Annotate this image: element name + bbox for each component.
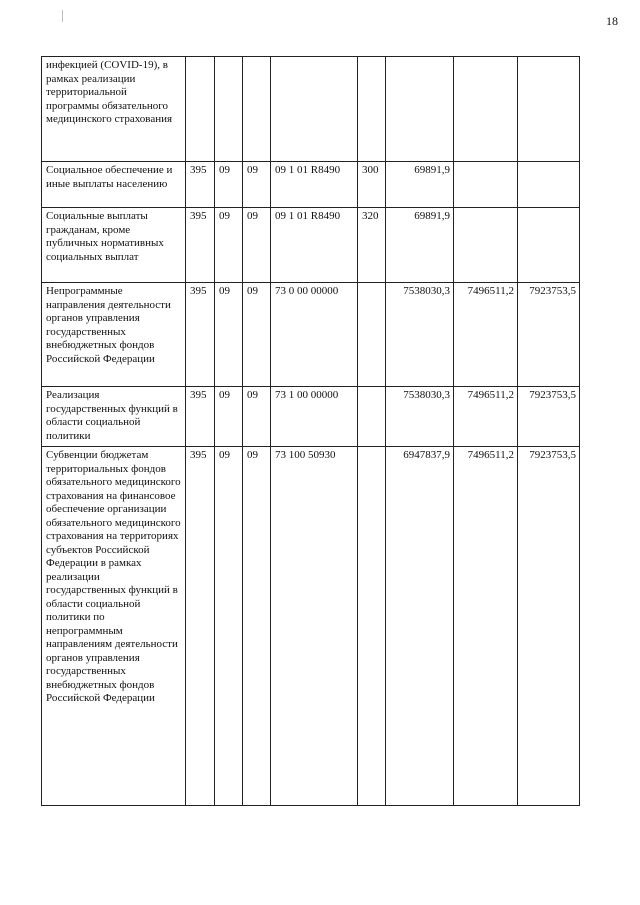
subsection-code-cell: 09 [243, 387, 271, 447]
expense-type-cell [358, 57, 386, 162]
row-name-cell: инфекцией (COVID-19), в рамках реализации территориальной программы обязательного медицинского страхования [42, 57, 186, 162]
amount-year1-cell: 6947837,9 [386, 447, 454, 806]
target-article-cell: 09 1 01 R8490 [271, 162, 358, 208]
target-article-cell: 73 0 00 00000 [271, 283, 358, 387]
ministry-code-cell: 395 [186, 208, 215, 283]
amount-year3-cell [518, 208, 580, 283]
row-name-cell: Субвенции бюджетам территориальных фондов обязательного медицинского страхования на финансовое обеспечение организации обязательного медицинского страхования на территориях субъектов Российской Федерации в рамках реализации государственных функций в области социальной политики по непрограммным направлениям деятельности органов управления государственных внебюджетных фондов Российской Федерации [42, 447, 186, 806]
amount-year1-cell: 69891,9 [386, 208, 454, 283]
subsection-code-cell: 09 [243, 283, 271, 387]
table-row [42, 387, 580, 447]
section-code-cell: 09 [215, 208, 243, 283]
subsection-code-cell: 09 [243, 208, 271, 283]
ministry-code-cell [186, 57, 215, 162]
target-article-cell: 09 1 01 R8490 [271, 208, 358, 283]
budget-table [41, 56, 580, 806]
amount-year3-cell: 7923753,5 [518, 387, 580, 447]
subsection-code-cell: 09 [243, 447, 271, 806]
amount-year1-cell: 7538030,3 [386, 387, 454, 447]
amount-year3-cell [518, 162, 580, 208]
amount-year3-cell: 7923753,5 [518, 283, 580, 387]
amount-year3-cell: 7923753,5 [518, 447, 580, 806]
table-row [42, 208, 580, 283]
expense-type-cell [358, 447, 386, 806]
amount-year2-cell: 7496511,2 [454, 447, 518, 806]
row-name-cell: Реализация государственных функций в области социальной политики [42, 387, 186, 447]
ministry-code-cell: 395 [186, 162, 215, 208]
table-row [42, 447, 580, 806]
target-article-cell: 73 100 50930 [271, 447, 358, 806]
section-code-cell: 09 [215, 283, 243, 387]
scan-artifact-mark [62, 10, 63, 22]
amount-year2-cell: 7496511,2 [454, 387, 518, 447]
amount-year2-cell [454, 57, 518, 162]
page-number: 18 [606, 14, 618, 28]
ministry-code-cell: 395 [186, 283, 215, 387]
row-name-cell: Социальное обеспечение и иные выплаты населению [42, 162, 186, 208]
amount-year3-cell [518, 57, 580, 162]
section-code-cell: 09 [215, 447, 243, 806]
subsection-code-cell [243, 57, 271, 162]
row-name-cell: Социальные выплаты гражданам, кроме публичных нормативных социальных выплат [42, 208, 186, 283]
section-code-cell: 09 [215, 387, 243, 447]
target-article-cell: 73 1 00 00000 [271, 387, 358, 447]
amount-year2-cell: 7496511,2 [454, 283, 518, 387]
ministry-code-cell: 395 [186, 447, 215, 806]
amount-year1-cell: 69891,9 [386, 162, 454, 208]
section-code-cell [215, 57, 243, 162]
table-row [42, 283, 580, 387]
row-name-cell: Непрограммные направления деятельности органов управления государственных внебюджетных фондов Российской Федерации [42, 283, 186, 387]
amount-year1-cell [386, 57, 454, 162]
table-row [42, 57, 580, 162]
expense-type-cell: 300 [358, 162, 386, 208]
expense-type-cell: 320 [358, 208, 386, 283]
amount-year2-cell [454, 208, 518, 283]
ministry-code-cell: 395 [186, 387, 215, 447]
amount-year2-cell [454, 162, 518, 208]
amount-year1-cell: 7538030,3 [386, 283, 454, 387]
expense-type-cell [358, 387, 386, 447]
subsection-code-cell: 09 [243, 162, 271, 208]
table-row [42, 162, 580, 208]
target-article-cell [271, 57, 358, 162]
expense-type-cell [358, 283, 386, 387]
section-code-cell: 09 [215, 162, 243, 208]
